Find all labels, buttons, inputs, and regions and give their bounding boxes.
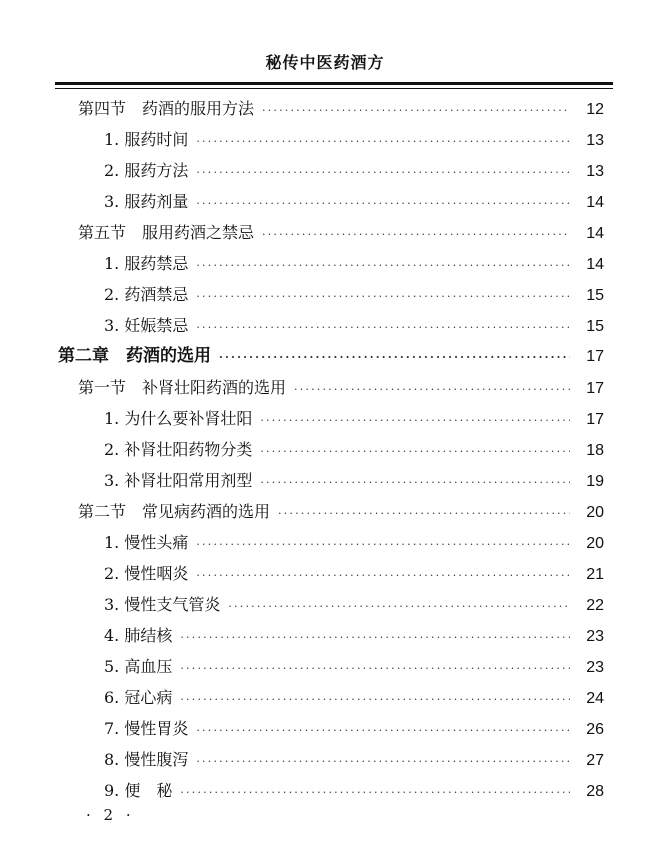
toc-entry-title: 2. 慢性咽炎 xyxy=(104,564,189,583)
toc-leader-dots xyxy=(196,312,570,343)
toc-entry-page: 23 xyxy=(586,659,604,676)
toc-entry-item xyxy=(0,527,650,558)
toc-entry-page: 26 xyxy=(586,721,604,738)
toc-leader-dots xyxy=(196,560,570,591)
toc-entry-title: 6. 冠心病 xyxy=(104,688,173,707)
toc-entry-title: 2. 药酒禁忌 xyxy=(104,285,189,304)
toc-entry-chapter xyxy=(0,341,650,372)
toc-entry-title: 3. 服药剂量 xyxy=(104,192,189,211)
toc-leader-dots xyxy=(260,436,570,467)
toc-entry-page: 15 xyxy=(586,318,604,335)
toc-entry-item xyxy=(0,248,650,279)
toc-entry-item xyxy=(0,124,650,155)
table-of-contents xyxy=(0,93,650,806)
toc-entry-item xyxy=(0,682,650,713)
toc-entry-title: 第二节 常见病药酒的选用 xyxy=(78,502,271,521)
toc-leader-dots xyxy=(196,250,570,281)
toc-entry-section xyxy=(0,496,650,527)
toc-entry-title: 1. 服药时间 xyxy=(104,130,189,149)
toc-entry-item xyxy=(0,651,650,682)
toc-entry-item xyxy=(0,279,650,310)
toc-entry-item xyxy=(0,744,650,775)
toc-leader-dots xyxy=(180,777,570,808)
toc-entry-section xyxy=(0,93,650,124)
toc-entry-title: 7. 慢性胃炎 xyxy=(104,719,189,738)
toc-leader-dots xyxy=(219,342,570,373)
toc-leader-dots xyxy=(180,653,570,684)
header-rule-thin xyxy=(55,88,613,89)
toc-entry-item xyxy=(0,434,650,465)
toc-entry-title: 第一节 补肾壮阳药酒的选用 xyxy=(78,378,287,397)
running-title: 秘传中医药酒方 xyxy=(265,53,385,72)
toc-entry-page: 18 xyxy=(586,442,604,459)
toc-entry-page: 12 xyxy=(586,101,604,118)
toc-entry-item xyxy=(0,620,650,651)
toc-leader-dots xyxy=(294,374,570,405)
header-rule-thick xyxy=(55,82,613,85)
page-number: · 2 · xyxy=(86,806,135,824)
toc-entry-item xyxy=(0,403,650,434)
toc-entry-item xyxy=(0,713,650,744)
toc-entry-page: 27 xyxy=(586,752,604,769)
toc-leader-dots xyxy=(196,715,570,746)
toc-entry-item xyxy=(0,310,650,341)
toc-entry-page: 17 xyxy=(586,380,604,397)
toc-entry-page: 14 xyxy=(586,225,604,242)
toc-entry-title: 第四节 药酒的服用方法 xyxy=(78,99,255,118)
toc-entry-title: 5. 高血压 xyxy=(104,657,173,676)
toc-leader-dots xyxy=(196,746,570,777)
toc-entry-page: 17 xyxy=(586,348,604,365)
toc-entry-page: 14 xyxy=(586,256,604,273)
toc-entry-title: 第五节 服用药酒之禁忌 xyxy=(78,223,255,242)
toc-leader-dots xyxy=(278,498,570,529)
toc-leader-dots xyxy=(260,467,570,498)
toc-entry-page: 19 xyxy=(586,473,604,490)
toc-entry-page: 20 xyxy=(586,504,604,521)
toc-entry-title: 1. 为什么要补肾壮阳 xyxy=(104,409,253,428)
toc-entry-title: 3. 妊娠禁忌 xyxy=(104,316,189,335)
toc-entry-page: 23 xyxy=(586,628,604,645)
toc-entry-page: 22 xyxy=(586,597,604,614)
toc-entry-section xyxy=(0,372,650,403)
toc-leader-dots xyxy=(196,529,570,560)
toc-entry-item xyxy=(0,589,650,620)
toc-entry-page: 13 xyxy=(586,163,604,180)
toc-entry-section xyxy=(0,217,650,248)
toc-entry-item xyxy=(0,465,650,496)
toc-entry-page: 15 xyxy=(586,287,604,304)
toc-entry-title: 8. 慢性腹泻 xyxy=(104,750,189,769)
toc-entry-title: 2. 补肾壮阳药物分类 xyxy=(104,440,253,459)
toc-leader-dots xyxy=(196,281,570,312)
toc-entry-item xyxy=(0,775,650,806)
toc-entry-title: 第二章 药酒的选用 xyxy=(58,346,211,366)
toc-leader-dots xyxy=(262,219,570,250)
toc-entry-title: 1. 慢性头痛 xyxy=(104,533,189,552)
toc-entry-page: 24 xyxy=(586,690,604,707)
toc-entry-title: 3. 补肾壮阳常用剂型 xyxy=(104,471,253,490)
toc-entry-page: 13 xyxy=(586,132,604,149)
toc-entry-title: 9. 便 秘 xyxy=(104,781,173,800)
toc-entry-page: 28 xyxy=(586,783,604,800)
toc-leader-dots xyxy=(228,591,570,622)
toc-entry-page: 17 xyxy=(586,411,604,428)
toc-leader-dots xyxy=(196,126,570,157)
toc-entry-page: 20 xyxy=(586,535,604,552)
toc-entry-item xyxy=(0,558,650,589)
toc-entry-page: 21 xyxy=(586,566,604,583)
toc-entry-title: 3. 慢性支气管炎 xyxy=(104,595,221,614)
toc-leader-dots xyxy=(260,405,570,436)
toc-entry-page: 14 xyxy=(586,194,604,211)
toc-leader-dots xyxy=(180,622,570,653)
toc-leader-dots xyxy=(262,95,570,126)
toc-leader-dots xyxy=(196,188,570,219)
toc-entry-item xyxy=(0,155,650,186)
toc-entry-title: 1. 服药禁忌 xyxy=(104,254,189,273)
toc-entry-title: 2. 服药方法 xyxy=(104,161,189,180)
toc-entry-item xyxy=(0,186,650,217)
toc-entry-title: 4. 肺结核 xyxy=(104,626,173,645)
toc-leader-dots xyxy=(180,684,570,715)
toc-leader-dots xyxy=(196,157,570,188)
